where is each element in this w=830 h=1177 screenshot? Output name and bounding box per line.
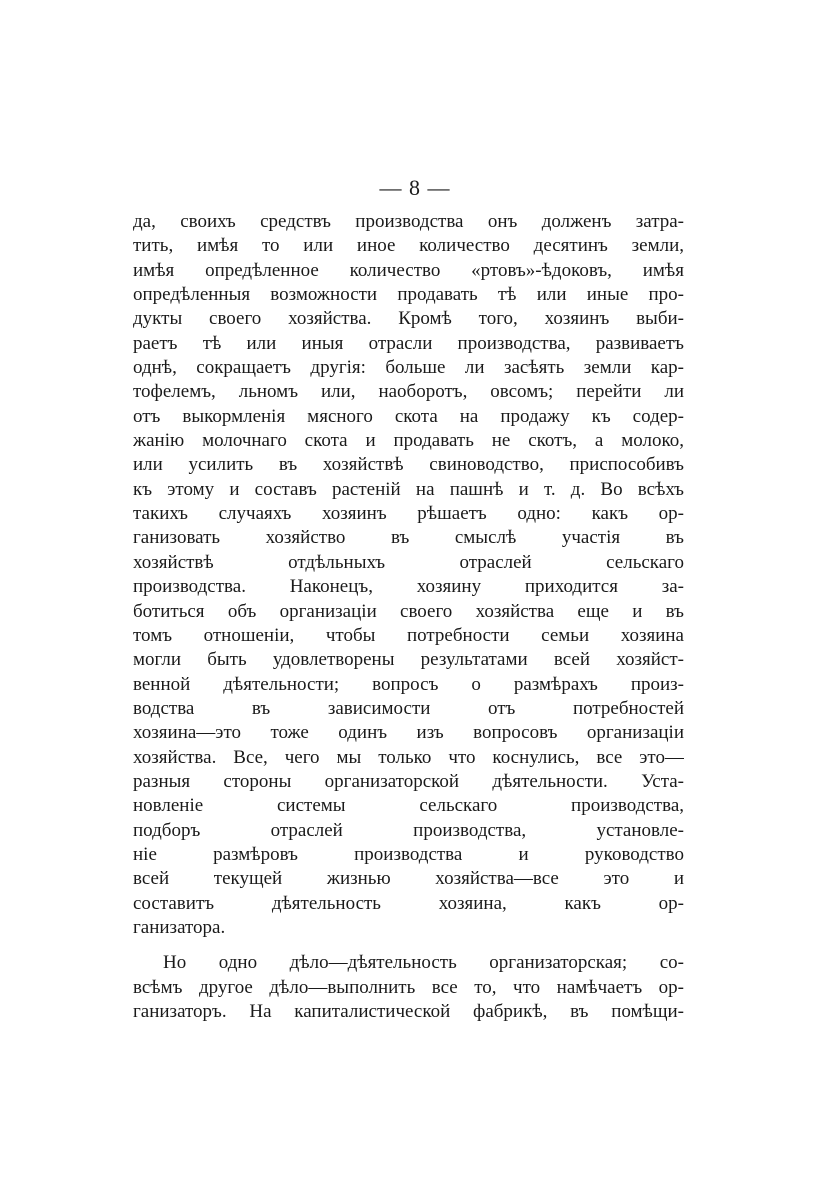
text-line: венной дѣятельности; вопросъ о размѣрахъ произ- xyxy=(133,673,684,695)
text-line: такихъ случаяхъ хозяинъ рѣшаетъ одно: какъ ор- xyxy=(133,503,684,525)
text-line: тить, имѣя то или иное количество десятинъ земли, xyxy=(133,235,684,257)
text-line: ніе размѣровъ производства и руководство xyxy=(133,843,684,865)
text-line: могли быть удовлетворены результатами всей хозяйст- xyxy=(133,649,684,671)
text-line: Но одно дѣло—дѣятельность организаторская; со- xyxy=(163,952,684,974)
text-line: составитъ дѣятельность хозяина, какъ ор- xyxy=(133,892,684,914)
text-line: производства. Наконецъ, хозяину приходится за- xyxy=(133,576,684,598)
text-line: однѣ, сокращаетъ другія: больше ли засѣять земли кар- xyxy=(133,357,684,379)
text-line: ганизатора. xyxy=(133,916,226,938)
text-line: тофелемъ, льномъ или, наоборотъ, овсомъ; перейти ли xyxy=(133,381,684,403)
text-line: дукты своего хозяйства. Кромѣ того, хозяинъ выби- xyxy=(133,308,684,330)
text-line: да, своихъ средствъ производства онъ долженъ затра- xyxy=(133,211,684,232)
text-line: новленіе системы сельскаго производства, xyxy=(133,795,684,817)
text-line: или усилить въ хозяйствѣ свиноводство, приспособивъ xyxy=(133,454,684,476)
text-line: къ этому и составъ растеній на пашнѣ и т. д. Во всѣхъ xyxy=(133,478,684,500)
text-line: раетъ тѣ или иныя отрасли производства, развиваетъ xyxy=(133,332,684,354)
text-line: хозяйства. Все, чего мы только что коснулись, все это— xyxy=(133,746,684,768)
text-line: ганизаторъ. На капиталистической фабрикѣ, въ помѣщи- xyxy=(133,1001,684,1022)
text-line: опредѣленныя возможности продавать тѣ или иные про- xyxy=(133,284,684,306)
paragraph-1 xyxy=(133,210,684,940)
text-line: водства въ зависимости отъ потребностей xyxy=(133,697,684,719)
text-line: хозяина—это тоже одинъ изъ вопросовъ организаціи xyxy=(133,722,684,744)
body-text xyxy=(133,210,684,1024)
text-line: разныя стороны организаторской дѣятельности. Уста- xyxy=(133,770,684,792)
text-line: ганизовать хозяйство въ смыслѣ участія въ xyxy=(133,527,684,549)
page-number: — 8 — xyxy=(379,175,451,200)
text-line: отъ выкормленія мясного скота на продажу къ содер- xyxy=(133,405,684,427)
paragraph-2 xyxy=(133,951,684,1024)
text-line: жанію молочнаго скота и продавать не скотъ, а молоко, xyxy=(133,430,684,452)
text-line: томъ отношеніи, чтобы потребности семьи хозяина xyxy=(133,624,684,646)
text-line: подборъ отраслей производства, установле- xyxy=(133,819,684,841)
text-line: всѣмъ другое дѣло—выполнить все то, что намѣчаетъ ор- xyxy=(133,976,684,998)
text-line: имѣя опредѣленное количество «ртовъ»-ѣдоковъ, имѣя xyxy=(133,259,684,281)
text-line: всей текущей жизнью хозяйства—все это и xyxy=(133,868,684,890)
paragraph-gap xyxy=(133,940,684,951)
text-line: ботиться объ организаціи своего хозяйства еще и въ xyxy=(133,600,684,622)
text-line: хозяйствѣ отдѣльныхъ отраслей сельскаго xyxy=(133,551,684,573)
